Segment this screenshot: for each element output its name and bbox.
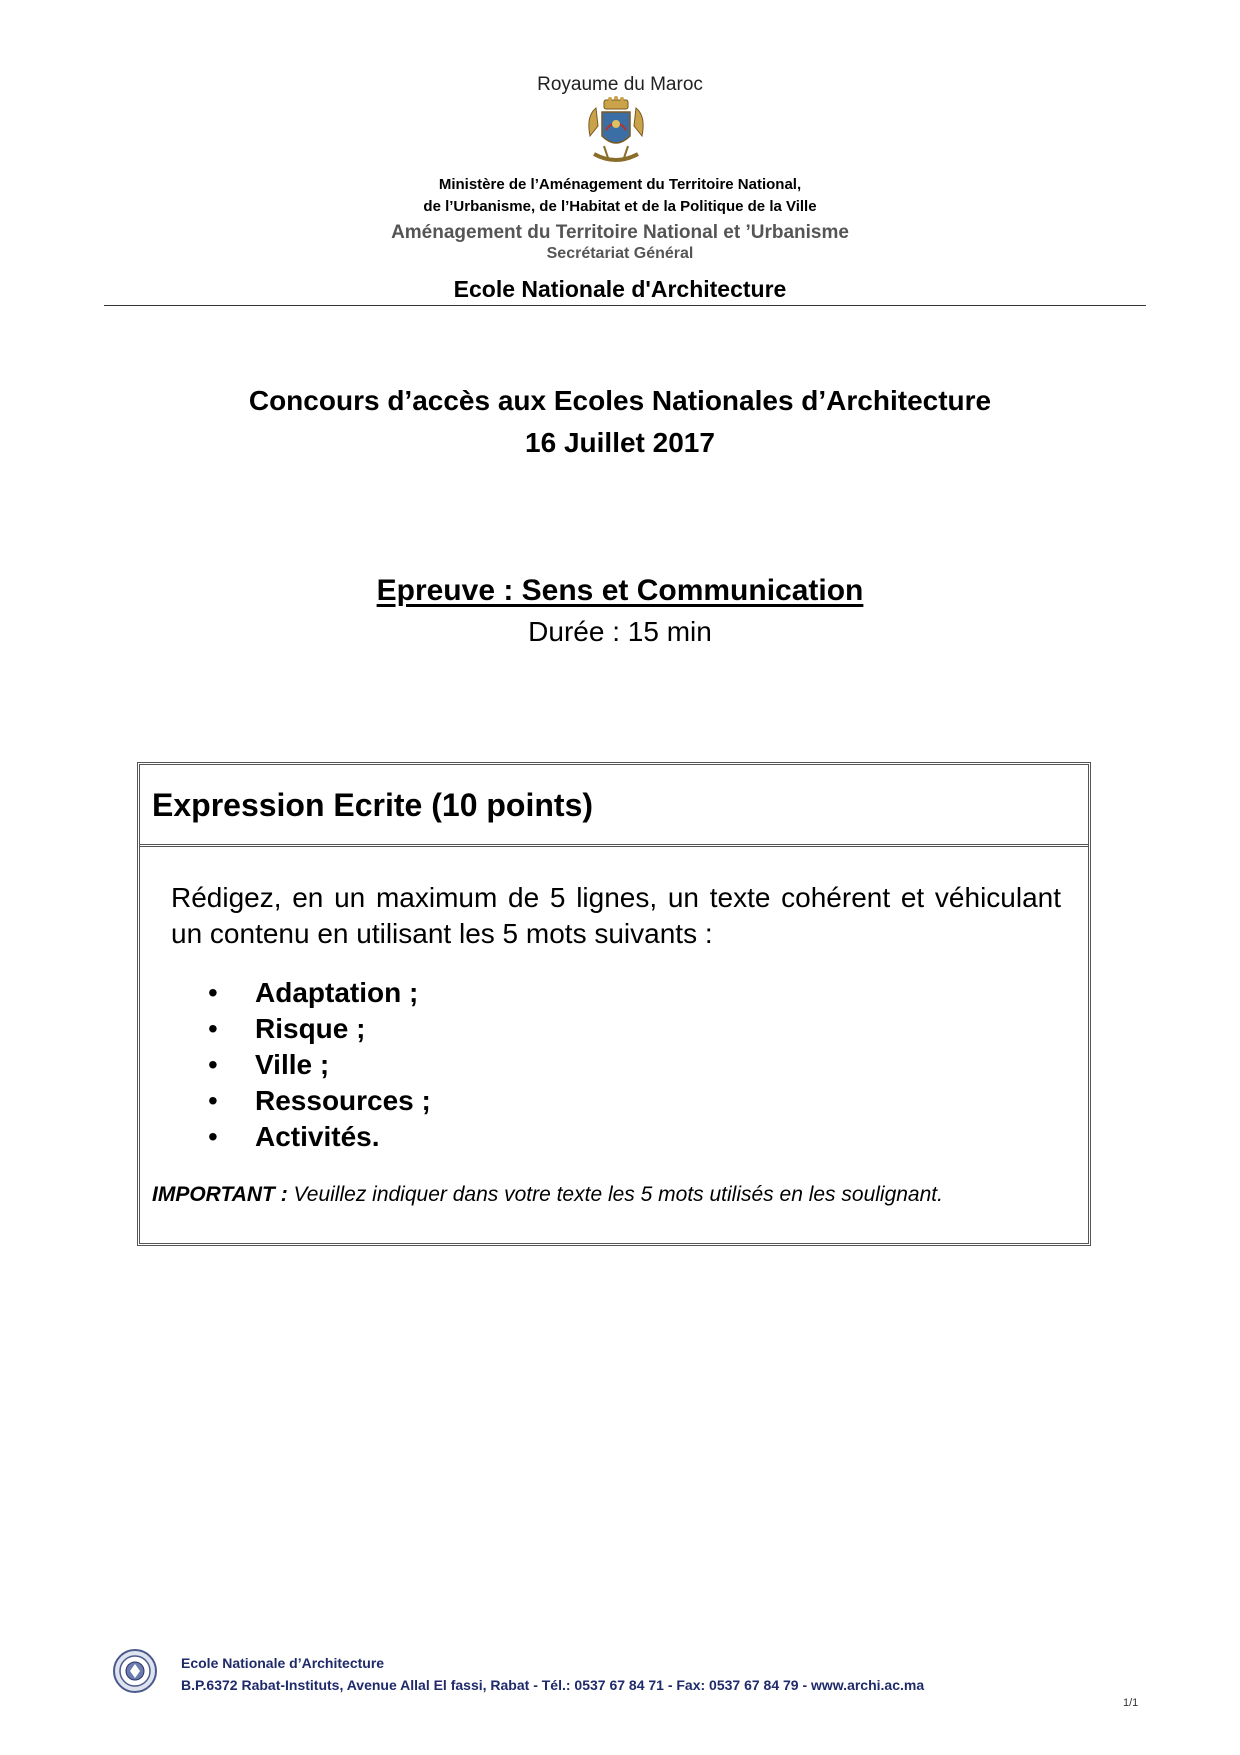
bullet-icon: •: [208, 977, 218, 1008]
bullet-icon: •: [208, 1121, 218, 1152]
question-box-header: [140, 765, 1088, 847]
list-item: [208, 1119, 431, 1155]
word-list: [208, 975, 431, 1155]
word-label: Risque ;: [255, 1013, 366, 1044]
question-box: [137, 762, 1091, 1246]
header-divider: [104, 305, 1146, 306]
footer-address: B.P.6372 Rabat-Instituts, Avenue Allal El fassi, Rabat - Tél.: 0537 67 84 71 - Fax: 0537 67 84 79 - www.archi.ac.ma: [181, 1677, 925, 1693]
bullet-icon: •: [208, 1013, 218, 1044]
exam-title-text: Epreuve : Sens et Communication: [376, 574, 864, 607]
page-number: 1/1: [1123, 1697, 1139, 1709]
important-text: Veuillez indiquer dans votre texte les 5 mots utilisés en les soulignant.: [287, 1183, 943, 1206]
contest-date: 16 Juillet 2017: [525, 427, 715, 458]
bullet-icon: •: [208, 1049, 218, 1080]
kingdom-label: Royaume du Maroc: [537, 74, 703, 95]
exam-title: [0, 574, 1240, 608]
coat-of-arms-icon: [584, 96, 648, 170]
word-label: Adaptation ;: [255, 977, 419, 1008]
list-item: [208, 1083, 431, 1119]
bullet-icon: •: [208, 1085, 218, 1116]
department-line: Aménagement du Territoire National et ’Urbanisme: [391, 222, 849, 243]
word-label: Activités.: [255, 1121, 380, 1152]
list-item: [208, 975, 431, 1011]
important-label: IMPORTANT :: [152, 1183, 288, 1206]
exam-duration: Durée : 15 min: [528, 616, 712, 647]
question-instruction: Rédigez, en un maximum de 5 lignes, un texte cohérent et véhiculant un contenu en utilisant les 5 mots suivants :: [171, 882, 1061, 949]
list-item: [208, 1011, 431, 1047]
word-label: Ressources ;: [255, 1085, 431, 1116]
school-logo-icon: [112, 1648, 158, 1694]
ministry-line-2: de l’Urbanisme, de l’Habitat et de la Politique de la Ville: [423, 198, 817, 215]
secretariat-line: Secrétariat Général: [546, 245, 694, 262]
list-item: [208, 1047, 431, 1083]
word-label: Ville ;: [255, 1049, 330, 1080]
footer-school-name: Ecole Nationale d’Architecture: [181, 1655, 385, 1671]
contest-title: Concours d’accès aux Ecoles Nationales d’Architecture: [248, 385, 992, 416]
ministry-line-1: Ministère de l’Aménagement du Territoire National,: [438, 176, 802, 193]
question-heading: Expression Ecrite (10 points): [152, 787, 594, 823]
important-note: [152, 1183, 943, 1207]
school-name: Ecole Nationale d'Architecture: [453, 276, 787, 302]
